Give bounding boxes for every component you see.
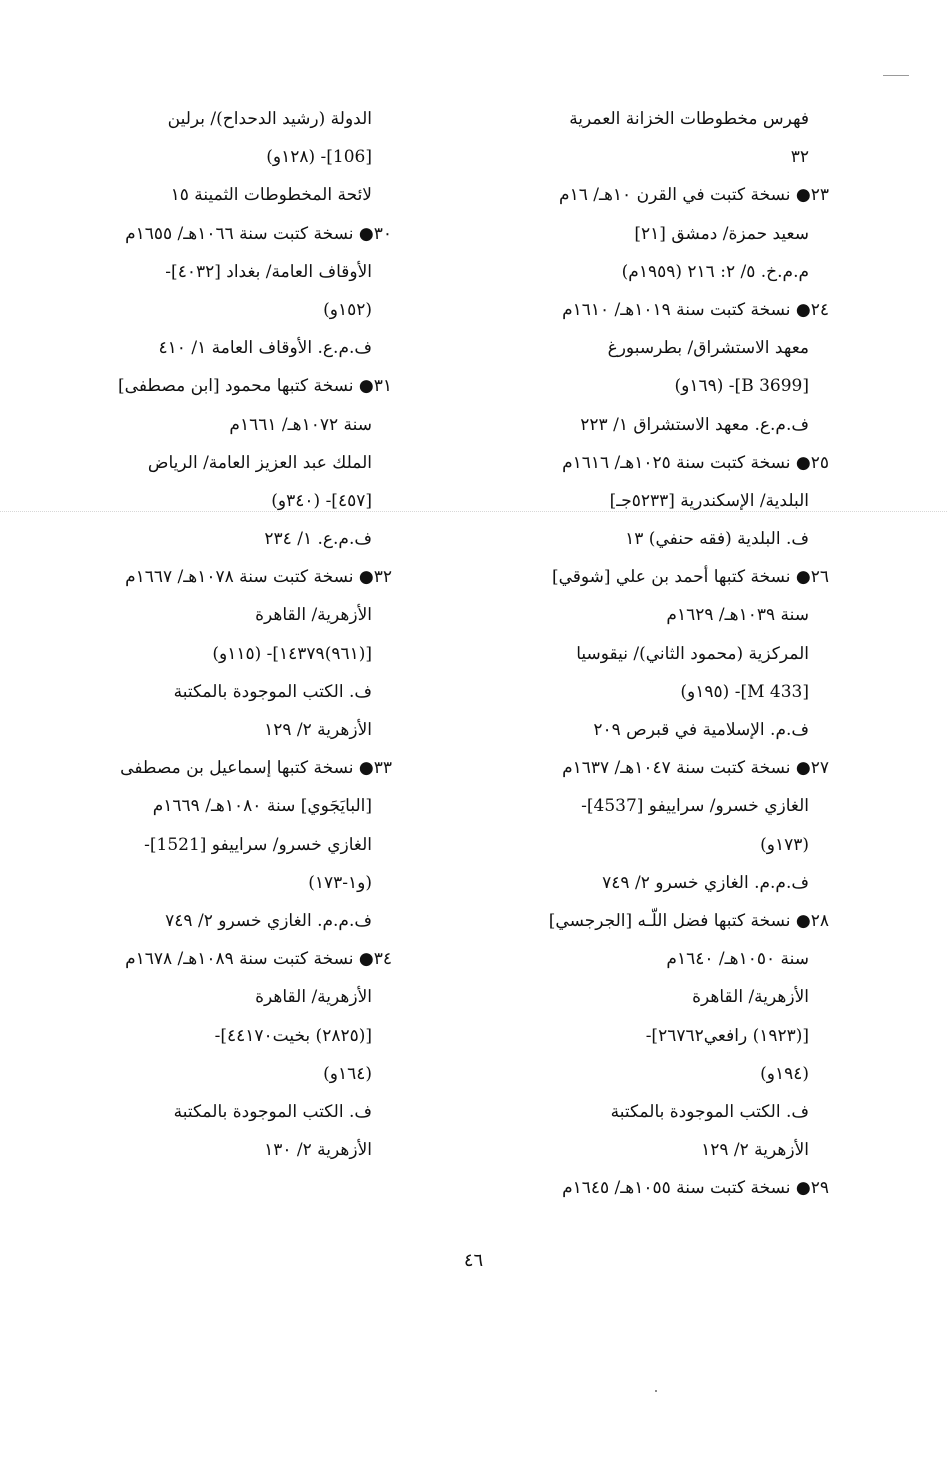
left-column-line: [(٢٨٢٥) بخيت٤٤١٧٠]- [214,1025,372,1046]
right-column-line: الأزهرية ٢/ ١٢٩ [701,1140,809,1161]
right-text-column [489,100,829,1207]
left-column-line: ٣٣● نسخة كتبها إسماعيل بن مصطفى [120,758,392,779]
left-column-line: الغازي خسرو/ سراييفو [1521]- [144,834,372,855]
left-column-line: سنة ١٠٧٢هـ/ ١٦٦١م [229,414,372,435]
right-column-line: الأزهرية/ القاهرة [692,987,809,1008]
left-column-line: الدولة (رشيد الدحداح)/ برلين [167,109,372,129]
left-column-line: ٣٠● نسخة كتبت سنة ١٠٦٦هـ/ ١٦٥٥م [125,223,392,244]
left-column-line: [(٩٦١)١٤٣٧٩]- (١١٥و) [212,643,372,664]
left-column-line: (١٦٤و) [323,1063,372,1084]
left-column-line: ٣١● نسخة كتبها محمود [ابن مصطفى] [118,376,392,397]
right-column-line: [(١٩٢٣) رافعي٢٦٧٦٢]- [645,1025,809,1046]
page-number: ٤٦ [463,1250,484,1271]
right-column-line: ٢٣● نسخة كتبت في القرن ١٠هـ/ ١٦م [559,185,829,206]
right-column-line: سنة ١٠٥٠هـ/ ١٦٤٠م [666,949,809,970]
left-text-column [62,100,392,1169]
right-column-line: ٢٤● نسخة كتبت سنة ١٠١٩هـ/ ١٦١٠م [562,299,829,320]
left-column-line: ف.م.ع. ١/ ٢٣٤ [264,529,372,550]
right-column-line: ف.م.ع. معهد الاستشراق ١/ ٢٢٣ [580,414,809,435]
right-column-line: البلدية/ الإسكندرية [٥٢٣٣جـ] [609,490,809,511]
right-column-line: الغازي خسرو/ سراييفو [4537]- [581,796,809,817]
right-column-line: ٣٢ [790,147,809,168]
left-column-line: ف. الكتب الموجودة بالمكتبة [173,681,372,702]
scan-dot [655,1390,657,1392]
left-column-line: الأوقاف العامة/ بغداد [٤٠٣٢]- [165,261,372,282]
right-column-line: فهرس مخطوطات الخزانة العمرية [569,109,809,129]
left-column-line: [البايَجَوي] سنة ١٠٨٠هـ/ ١٦٦٩م [152,796,372,817]
left-column-line: [٤٥٧]- (٣٤٠و) [271,490,372,511]
left-column-line: ف. الكتب الموجودة بالمكتبة [173,1101,372,1122]
right-column-line: المركزية (محمود الثاني)/ نيقوسيا [576,643,809,664]
right-column-line: ف.م.م. الغازي خسرو ٢/ ٧٤٩ [602,872,809,893]
right-column-line: ٢٧● نسخة كتبت سنة ١٠٤٧هـ/ ١٦٣٧م [562,758,829,779]
right-column-line: [B 3699]- (١٦٩و) [674,376,809,397]
left-column-line: الأزهرية ٢/ ١٢٩ [264,720,372,740]
left-column-line: (١٥٢و) [323,299,372,320]
right-column-line: ٢٩● نسخة كتبت سنة ١٠٥٥هـ/ ١٦٤٥م [562,1178,829,1199]
right-column-line: ف. البلدية (فقه حنفي) ١٣ [625,529,809,550]
left-column-line: (و١-١٧٣) [308,872,372,893]
right-column-line: ٢٦● نسخة كتبها أحمد بن علي [شوقي] [551,567,829,588]
left-column-line: ٣٤● نسخة كتبت سنة ١٠٨٩هـ/ ١٦٧٨م [125,949,392,970]
right-column-line: سنة ١٠٣٩هـ/ ١٦٢٩م [666,605,809,626]
left-column-line: ف.م.م. الغازي خسرو ٢/ ٧٤٩ [165,910,372,931]
right-column-line: ف.م. الإسلامية في قبرص ٢٠٩ [593,720,809,740]
left-column-line: [106]- (١٢٨و) [266,147,372,168]
left-column-line: الأزهرية ٢/ ١٣٠ [264,1140,372,1161]
left-column-line: ٣٢● نسخة كتبت سنة ١٠٧٨هـ/ ١٦٦٧م [125,567,392,588]
right-column-line: معهد الاستشراق/ بطرسبورغ [607,338,809,359]
scan-mark-top-right [883,75,909,76]
right-column-line: (١٧٣و) [760,834,809,855]
right-column-line: [M 433]- (١٩٥و) [680,681,809,702]
left-column-line: الأزهرية/ القاهرة [255,605,372,626]
right-column-line: ف. الكتب الموجودة بالمكتبة [610,1101,809,1122]
left-column-line: الأزهرية/ القاهرة [255,987,372,1008]
left-column-line: لائحة المخطوطات الثمينة ١٥ [170,185,372,206]
right-column-line: سعيد حمزة/ دمشق [٢١] [634,223,809,244]
left-column-line: الملك عبد العزيز العامة/ الرياض [147,452,372,473]
right-column-line: ٢٥● نسخة كتبت سنة ١٠٢٥هـ/ ١٦١٦م [562,452,829,473]
right-column-line: م.م.خ. ٥/ ٢: ٢١٦ (١٩٥٩م) [621,261,809,282]
right-column-line: (١٩٤و) [760,1063,809,1084]
left-column-line: ف.م.ع. الأوقاف العامة ١/ ٤١٠ [158,338,372,359]
right-column-line: ٢٨● نسخة كتبها فضل اللّـه [الجرجسي] [548,910,829,931]
